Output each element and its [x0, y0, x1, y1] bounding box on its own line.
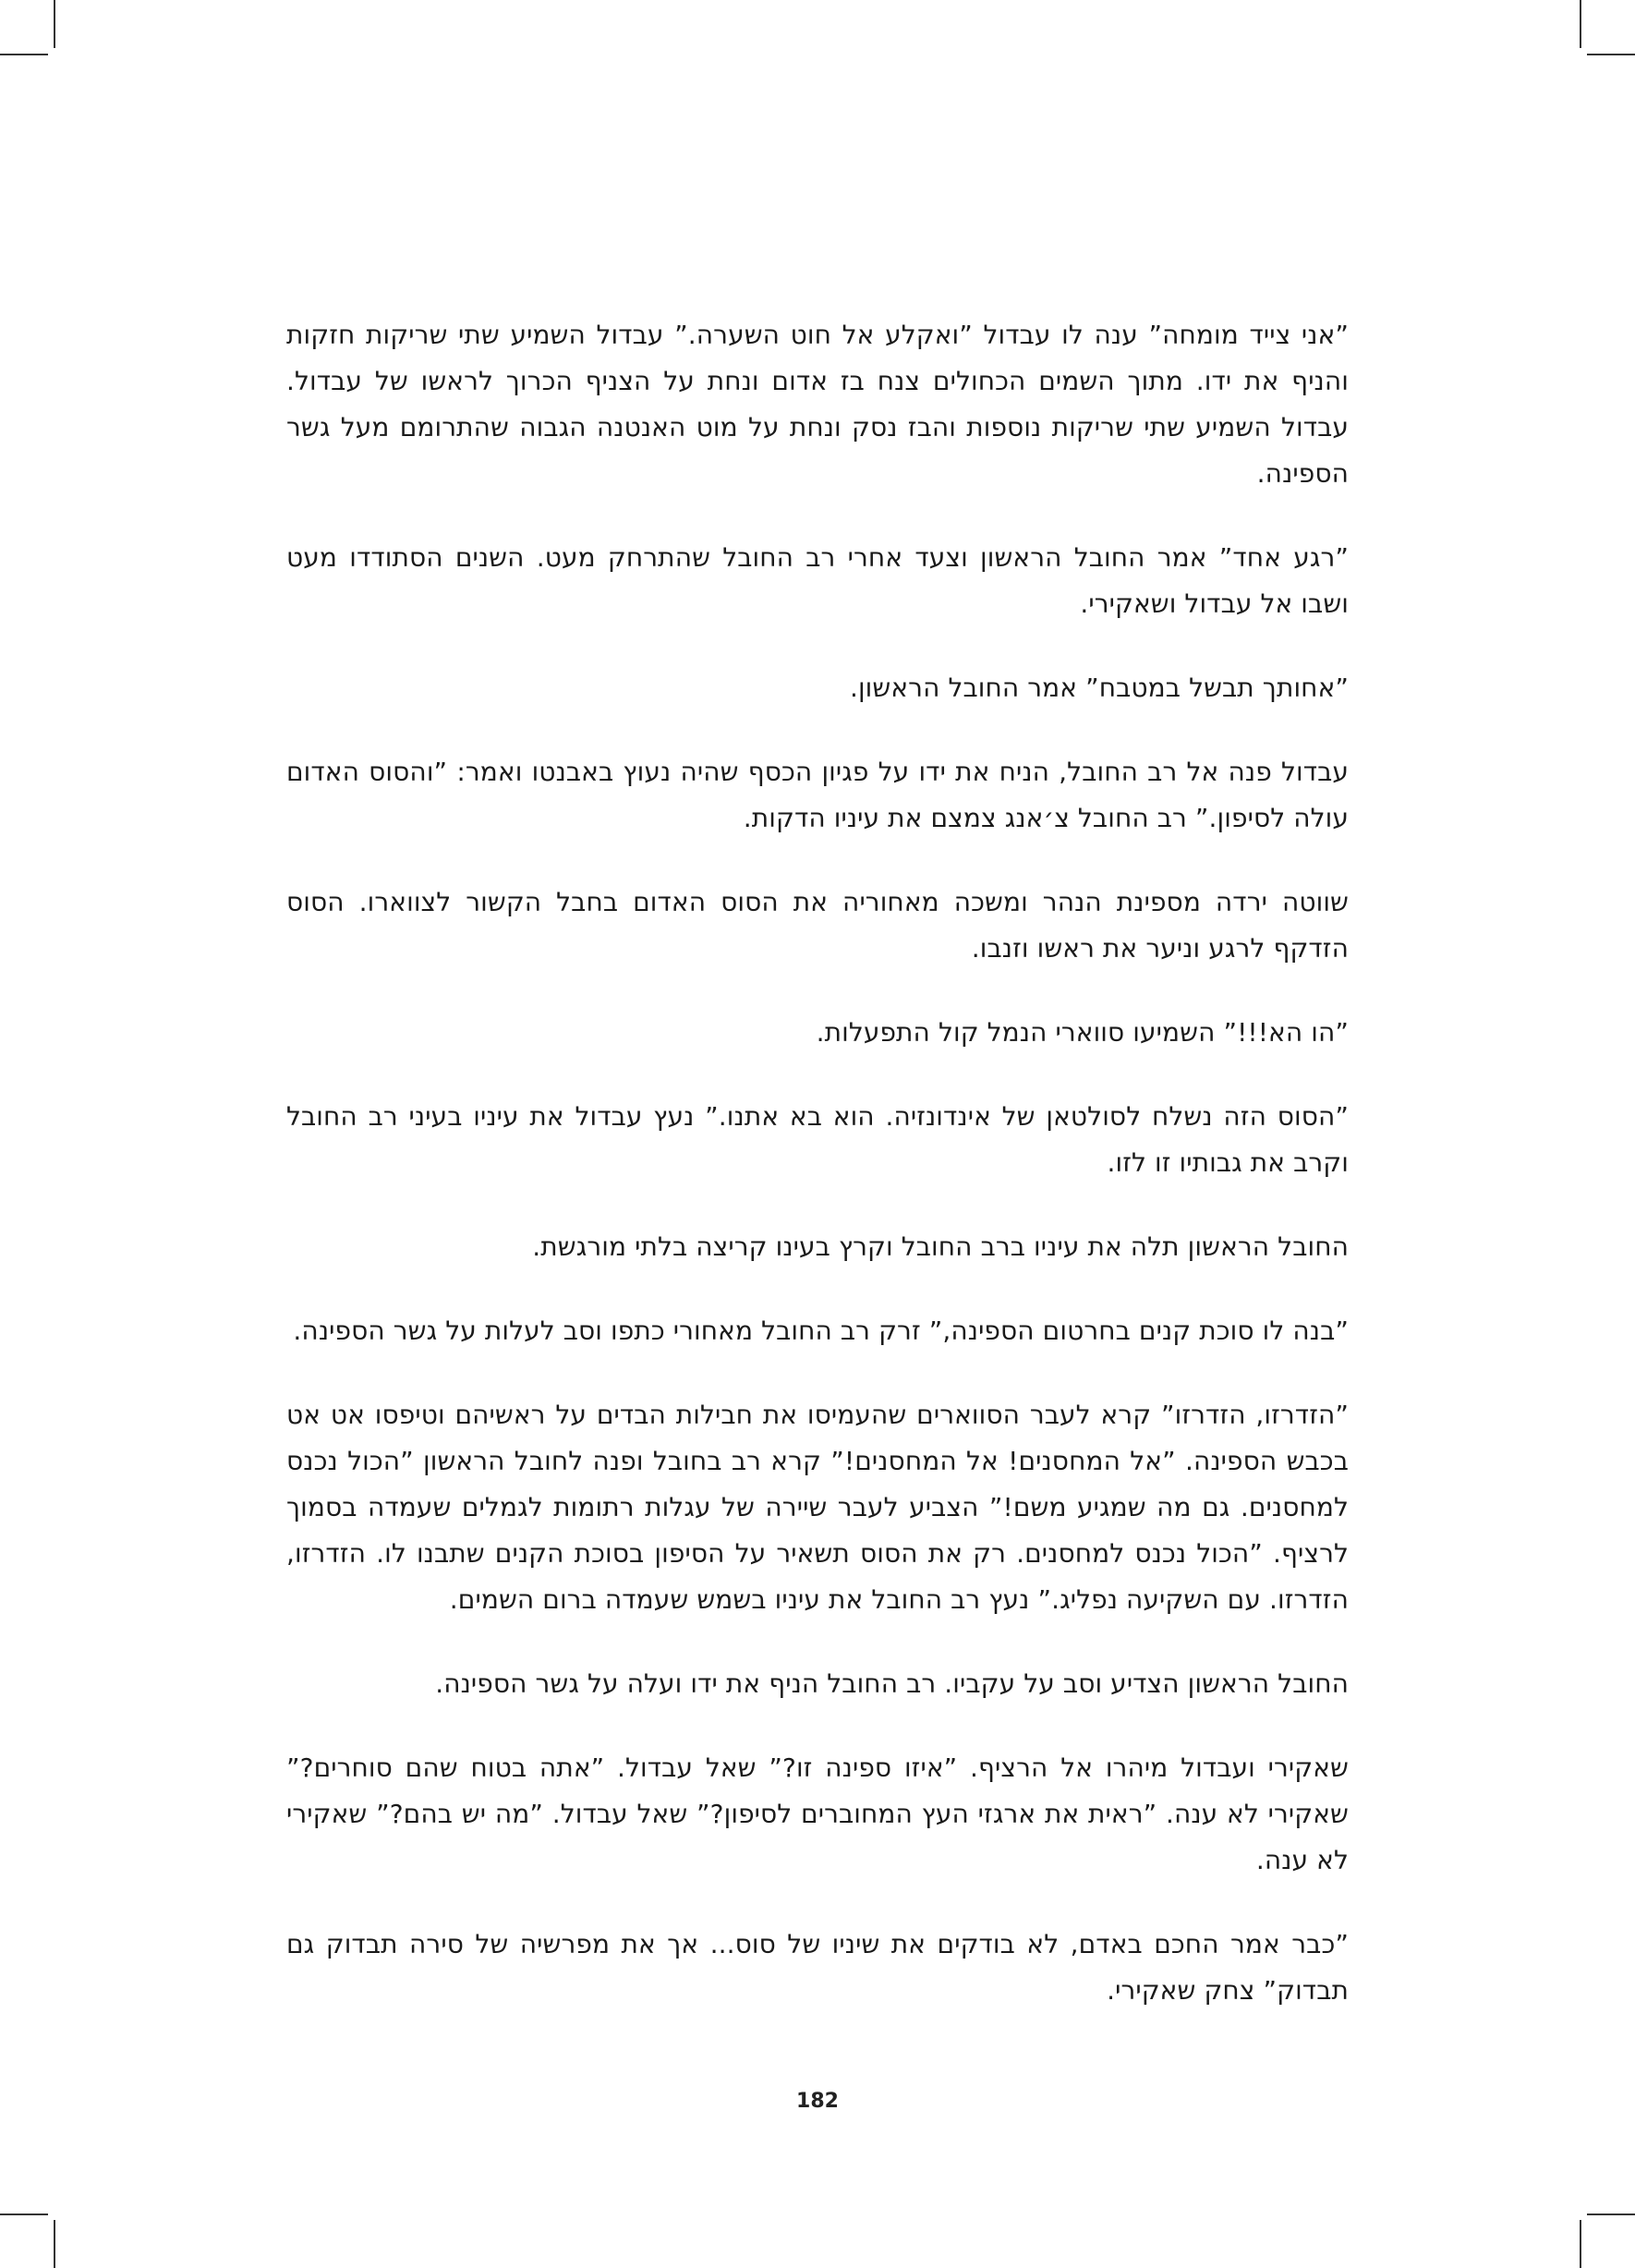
crop-mark-bottom-left-vertical [54, 2220, 55, 2268]
paragraph: ”הזדרזו, הזדרזו” קרא לעבר הסווארים שהעמיסו את חבילות הבדים על ראשיהם וטיפסו אט אט בכבש הספינה. ”אל המחסנים! אל המחסנים!” קרא רב בחובל ופנה לחובל הראשון ”הכול נכנס למחסנים. גם מה שמגיע משם!” הצביע לעבר שיירה של עגלות רתומות לגמלים שעמדה בסמוך לרציף. ”הכול נכנס למחסנים. רק את הסוס תשאיר על הסיפון בסוכת הקנים שתבנו לו. הזדרזו, הזדרזו. עם השקיעה נפליג.” נעץ רב החובל את עיניו בשמש שעמדה ברום השמים. [286, 1400, 1349, 1615]
crop-mark-top-right-vertical [1580, 0, 1581, 48]
paragraph: ”בנה לו סוכת קנים בחרטום הספינה,” זרק רב החובל מאחורי כתפו וסב לעלות על גשר הספינה. [293, 1316, 1349, 1346]
paragraph: החובל הראשון תלה את עיניו ברב החובל וקרץ בעינו קריצה בלתי מורגשת. [532, 1231, 1349, 1262]
page-number: 182 [796, 2090, 839, 2113]
paragraph: החובל הראשון הצדיע וסב על עקביו. רב החובל הניף את ידו ועלה על גשר הספינה. [435, 1668, 1349, 1699]
crop-mark-bottom-left-horizontal [0, 2213, 48, 2215]
paragraph: ”רגע אחד” אמר החובל הראשון וצעד אחרי רב החובל שהתרחק מעט. השנים הסתודדו מעט ושבו אל עבדול ושאקירי. [286, 542, 1349, 619]
crop-mark-top-right-horizontal [1587, 54, 1635, 55]
paragraph: ”כבר אמר החכם באדם, לא בודקים את שיניו של סוס... אך את מפרשיה של סירה תבדוק גם תבדוק” צחק שאקירי. [286, 1929, 1349, 2006]
crop-mark-bottom-right-vertical [1580, 2220, 1581, 2268]
paragraph: ”הסוס הזה נשלח לסולטאן של אינדונזיה. הוא בא אתנו.” נעץ עבדול את עיניו בעיני רב החובל וקרב את גבותיו זו לזו. [286, 1101, 1349, 1178]
paragraph: שווטה ירדה מספינת הנהר ומשכה מאחוריה את הסוס האדום בחבל הקשור לצווארו. הסוס הזדקף לרגע וניער את ראשו וזנבו. [286, 887, 1349, 964]
paragraph: ”אני צייד מומחה” ענה לו עבדול ”ואקלע אל חוט השערה.” עבדול השמיע שתי שריקות חזקות והניף את ידו. מתוך השמים הכחולים צנח בז אדום ונחת על הצניף הכרוך לראשו של עבדול. עבדול השמיע שתי שריקות נוספות והבז נסק ונחת על מוט האנטנה הגבוה שהתרומם מעל גשר הספינה. [286, 320, 1349, 489]
paragraph: שאקירי ועבדול מיהרו אל הרציף. ”איזו ספינה זו?” שאל עבדול. ”אתה בטוח שהם סוחרים?” שאקירי לא ענה. ”ראית את ארגזי העץ המחוברים לסיפון?” שאל עבדול. ”מה יש בהם?” שאקירי לא ענה. [286, 1753, 1349, 1875]
paragraph: עבדול פנה אל רב החובל, הניח את ידו על פגיון הכסף שהיה נעוץ באבנטו ואמר: ”והסוס האדום עולה לסיפון.” רב החובל צ׳אנג צמצם את עיניו הדקות. [286, 757, 1349, 833]
paragraph: ”הו הא!!!” השמיעו סווארי הנמל קול התפעלות. [816, 1017, 1349, 1048]
paragraph: ”אחותך תבשל במטבח” אמר החובל הראשון. [849, 673, 1349, 703]
crop-mark-top-left-horizontal [0, 54, 48, 55]
crop-mark-bottom-right-horizontal [1587, 2213, 1635, 2215]
page-body [286, 312, 1349, 2052]
crop-mark-top-left-vertical [54, 0, 55, 48]
